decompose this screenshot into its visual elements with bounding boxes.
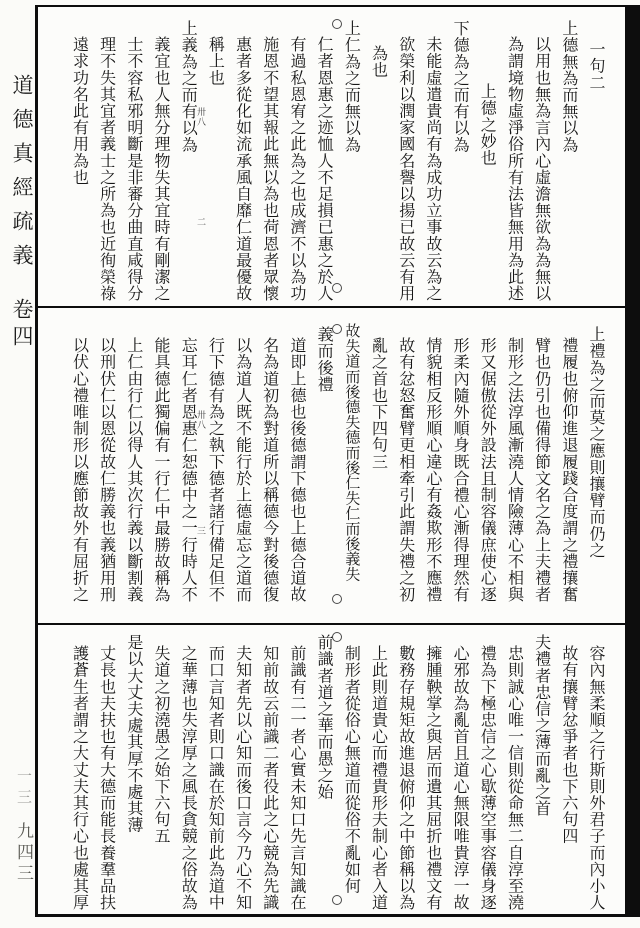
text-column: 失道之初澆愚之始下六句五 bbox=[152, 645, 169, 845]
column-group bbox=[65, 7, 625, 306]
text-column: 之華薄也失淳厚之風長貪競之俗故為 bbox=[179, 645, 197, 911]
text-column: 臂也仍引也備得節文名之為上夫禮者 bbox=[532, 337, 550, 603]
text-column: 以用也無為言內心虛澹無欲為為無以 bbox=[532, 36, 550, 302]
text-column: 為也 bbox=[369, 45, 387, 79]
text-column: 為謂境物虛淨俗所有法皆無用為此述 bbox=[505, 36, 523, 302]
page-number-lower: 九四三 bbox=[14, 822, 33, 885]
section-marker-circle bbox=[332, 632, 342, 642]
text-column: 前識有二一者心實未知口先言知識在 bbox=[287, 645, 305, 911]
gutter-leaf-mark: 三 bbox=[196, 526, 206, 536]
page-left-margin bbox=[0, 0, 36, 928]
text-column: 形又倨傲從外設法且制容儀庶使心逐 bbox=[478, 337, 496, 603]
text-column: 忘耳仁者恩惠仁恕德中之一行時人不 bbox=[179, 337, 197, 603]
text-column: 上仁由行仁以得人其次行義以斷割義 bbox=[124, 337, 142, 603]
volume-label: 卷四 bbox=[10, 298, 34, 352]
section-top bbox=[38, 7, 625, 308]
text-column: 名為道初為對道所以稱德今對後德復 bbox=[260, 337, 278, 603]
section-marker-circle bbox=[332, 594, 342, 604]
text-frame bbox=[35, 5, 640, 917]
text-column: 上德之妙也 bbox=[478, 83, 496, 166]
text-column: 道即上德也後德謂下德也上德合道故 bbox=[287, 337, 305, 603]
text-column: 以刑伏仁以恩從故仁勝義也義猶用刑 bbox=[97, 337, 115, 603]
text-column: 義宜也人無分理物失其宜時有剛潔之 bbox=[152, 36, 169, 302]
text-column: 忠則誠心唯一信則從命無二自淳至澆 bbox=[505, 645, 523, 911]
text-column: 仁者恩惠之迹恤人不足損已惠之於人 bbox=[315, 36, 333, 302]
text-column: 上義為之而有以為 bbox=[179, 20, 197, 153]
text-column: 制形者從俗心無道而從俗不亂如何 bbox=[342, 645, 360, 894]
gutter-leaf-mark: 卅八 bbox=[196, 107, 206, 127]
gutter-leaf-mark: 二 bbox=[196, 217, 206, 227]
text-column: 亂之首也下四句三 bbox=[369, 337, 387, 470]
text-column: 上仁為之而無以為 bbox=[342, 20, 360, 153]
text-column: 禮履也俯仰進退履踐合度謂之禮攘奮 bbox=[559, 337, 577, 603]
section-middle bbox=[38, 308, 625, 625]
text-column: 上德無為而無以為 bbox=[559, 20, 577, 153]
text-column: 理不失其宜者義士之所為也近徇榮祿 bbox=[97, 36, 115, 302]
text-column: 行下德有為之執下德者諸行備足但不 bbox=[206, 337, 224, 603]
book-title: 道德真經疏義 bbox=[10, 74, 34, 278]
text-column: 數務存規矩故進退俯仰之中節稱以為 bbox=[396, 645, 414, 911]
text-column: 容內無柔順之行斯則外君子而內小人 bbox=[587, 645, 604, 911]
text-column: 惠者多從化如流承風自靡仁道最優故 bbox=[233, 36, 251, 302]
text-column: 上禮為之而莫之應則攘臂而仍之 bbox=[587, 326, 604, 559]
section-marker-circle bbox=[332, 283, 342, 293]
text-column: 故有忿怒奮臂更相牽引此謂失禮之初 bbox=[396, 337, 414, 603]
text-column: 能具德此獨偏有一行仁中最勝故稱為 bbox=[152, 337, 169, 603]
text-column: 以伏心禮唯制形以應節故外有屈折之 bbox=[70, 337, 88, 603]
section-marker-circle bbox=[332, 895, 342, 905]
text-column: 遠求功名此有用為也 bbox=[70, 36, 88, 186]
text-column: 義而後禮 bbox=[315, 326, 333, 393]
text-column: 護蒼生者謂之大丈夫其行心也處其厚 bbox=[70, 645, 88, 911]
text-column: 夫禮者忠信之薄而亂之首 bbox=[532, 634, 550, 817]
text-column: 前識者道之華而愚之始 bbox=[315, 634, 333, 800]
section-marker-circle bbox=[332, 324, 342, 334]
text-column: 故失道而後德失德而後仁失仁而後義失 bbox=[343, 323, 360, 582]
text-column: 心邪故為亂首且道心無限唯貴淳一故 bbox=[451, 645, 469, 911]
text-column: 一句二 bbox=[587, 41, 604, 91]
text-column: 以為道人既不能行於上德虛忘之道而 bbox=[233, 337, 251, 603]
text-column: 施恩不望其報此無以為也荷恩者眾懷 bbox=[260, 36, 278, 302]
column-group bbox=[65, 308, 625, 623]
text-column: 下德為之而有以為 bbox=[451, 20, 469, 153]
text-column: 稱上也 bbox=[206, 36, 224, 86]
text-column: 而口言知者則口識在於知前此為道中 bbox=[206, 645, 224, 911]
text-column: 擁腫鞅掌之與居而遺其屈折也禮文有 bbox=[423, 645, 441, 911]
text-column: 未能虛遣貴尚有為成功立事故云為之 bbox=[423, 36, 441, 302]
text-column: 是以大丈夫處其厚不處其薄 bbox=[124, 634, 142, 834]
text-column: 上此則道貴心而禮貴形夫制心者入道 bbox=[369, 645, 387, 911]
text-column: 欲榮利以潤家國名譽以揚已故云有用 bbox=[396, 36, 414, 302]
text-column: 士不容私邪明斷是非審分曲直咸得分 bbox=[124, 36, 142, 302]
text-column: 形柔內隨外順身既合禮心漸得理然有 bbox=[451, 337, 469, 603]
page-number-upper: 一三 bbox=[15, 768, 31, 810]
text-column: 知前故云前識二者役此之心競為先識 bbox=[260, 645, 278, 911]
text-column: 有過私恩宥之此為之也成濟不以為功 bbox=[287, 36, 305, 302]
text-column: 制形之法淳風漸澆人情險薄心不相與 bbox=[505, 337, 523, 603]
section-bottom bbox=[38, 625, 625, 914]
gutter-leaf-mark: 卅八 bbox=[196, 410, 206, 430]
text-column: 夫知者先以心知而後口言今乃心不知 bbox=[233, 645, 251, 911]
text-column: 禮為下極忠信之心歇薄空事容儀身逐 bbox=[478, 645, 496, 911]
text-column: 故有攘臂忿爭者也下六句四 bbox=[559, 645, 577, 845]
column-group bbox=[65, 625, 625, 914]
section-marker-circle bbox=[332, 19, 342, 29]
text-column: 情貌相反形順心違心有姦欺形不應禮 bbox=[423, 337, 441, 603]
text-column: 丈長也夫扶也有大德而能長養羣品扶 bbox=[97, 645, 115, 911]
